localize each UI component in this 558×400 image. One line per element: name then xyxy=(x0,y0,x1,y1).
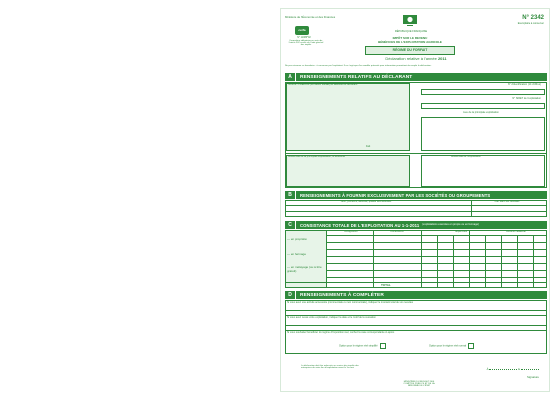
option-simplifie[interactable] xyxy=(339,343,386,349)
form-title-line2: BÉNÉFICES DE L'EXPLOITATION AGRICOLE xyxy=(378,40,442,44)
section-b-letter: B xyxy=(285,191,296,199)
section-c-letter: C xyxy=(285,221,296,229)
form-number: N° 2342 xyxy=(522,15,544,21)
section-d-body xyxy=(285,300,547,354)
siret-field[interactable] xyxy=(421,103,545,109)
cerfa-logo: cerfa xyxy=(295,26,309,35)
regime-box: RÉGIME DU FORFAIT xyxy=(365,46,455,55)
section-b-col1: Nom, prénoms, adresse, qualité des associés xyxy=(340,200,392,203)
declaration-year: 2011 xyxy=(437,56,447,61)
row-fermage: — en fermage xyxy=(287,252,307,256)
cerfa-notes: Formulaire obligatoire en vertu de l'article 302 sexies du Code général des impôts xyxy=(288,40,324,46)
section-a-title: RENSEIGNEMENTS RELATIFS AU DÉCLARANT xyxy=(300,74,413,80)
total-label: TOTAL xyxy=(381,283,391,287)
col-revenu: Revenu cadastral xyxy=(506,230,526,233)
col-designation: Désignation xyxy=(344,230,358,233)
adresse-label: ADRESSE de la principale exploitation, si différente xyxy=(288,155,346,158)
option-normal[interactable] xyxy=(429,343,474,349)
section-c-note: (exploitations exercées en propre ou en fermage) xyxy=(422,222,479,226)
option-normal-label: Option pour le régime réel normal xyxy=(429,344,467,348)
date-field[interactable] xyxy=(521,369,539,370)
row-metayage: — en métayage (ou à titre gratuit) xyxy=(287,265,322,273)
ministry-footer: MINISTÈRE DU BUDGET DES COMPTES PUBLICS ET DE LA RÉFORME DE L'ÉTAT xyxy=(403,381,435,387)
instructions-text: Ne pas retourner ce formulaire : à conserver par l'exploitant. Il ne s'agit que d'un modèle présenté pour information permettant de remplir la déclaration. xyxy=(285,65,432,67)
fait-label: Fait xyxy=(366,145,371,148)
section-c-title: CONSISTANCE TOTALE DE L'EXPLOITATION AU 1-1-2011 xyxy=(300,222,420,228)
a-label: À xyxy=(486,367,489,371)
col-contenance: Contenance xyxy=(390,230,404,233)
question-3: Si vous souhaitez bénéficier du régime d'imposition réel, cochez la case correspondante ci-après xyxy=(287,331,395,334)
section-b-title: RENSEIGNEMENTS À FOURNIR EXCLUSIVEMENT PAR LES SOCIÉTÉS OU GROUPEMENTS xyxy=(300,192,491,198)
question-1: Si vous avez une activité accessoire (commerciale ou non commerciale), indiquez le montant total de vos recettes xyxy=(287,301,414,304)
rf-label: RÉPUBLIQUE FRANÇAISE xyxy=(394,30,428,33)
declaration-year-line xyxy=(371,56,461,61)
form-sub: Exemplaire à conserver xyxy=(517,22,544,25)
section-a-letter: A xyxy=(285,73,296,81)
identification-field[interactable] xyxy=(421,89,545,95)
section-d-letter: D xyxy=(285,291,296,299)
question-2: Si vous avez cessé votre exploitation, indiquez la date et le motif de la cessation xyxy=(287,316,376,319)
le-label: le xyxy=(518,367,521,371)
tax-form-page xyxy=(280,8,550,392)
signature-label: Signature xyxy=(527,375,539,379)
footer-note: La déclaration doit être adressée au service des impôts des entreprises de votre lieu d'exploitation avant le 1er mai xyxy=(301,365,359,369)
row-propriete: — en propriété xyxy=(287,237,307,241)
adresse2-field[interactable] xyxy=(421,155,545,187)
declaration-text: Déclaration relative à l'année xyxy=(385,56,437,61)
siret-label: N° SIRET de l'exploitation xyxy=(512,97,541,100)
republique-francaise-logo xyxy=(395,15,425,31)
form-title-line1: IMPÔT SUR LE REVENU xyxy=(392,36,428,40)
adresse-field[interactable] xyxy=(286,155,410,187)
option-simplifie-label: Option pour le régime réel simplifié xyxy=(339,344,378,348)
signature-area xyxy=(469,367,539,379)
option-simplifie-checkbox[interactable] xyxy=(380,343,386,349)
section-d-header xyxy=(285,291,547,299)
option-normal-checkbox[interactable] xyxy=(468,343,474,349)
declarant-name-label: NOM ET PRÉNOM (ou raison sociale) et adresse du déclarant xyxy=(288,83,358,86)
a-field[interactable] xyxy=(486,367,517,371)
lieu-label: Lieu de la principale exploitation xyxy=(463,111,499,114)
section-a-header xyxy=(285,73,547,81)
section-d-title: RENSEIGNEMENTS À COMPLÉTER xyxy=(300,292,384,298)
lieu-field[interactable] xyxy=(421,117,545,151)
cerfa-number: N° 11086*02 xyxy=(297,36,311,39)
col-superficies: Superficies xyxy=(454,230,468,233)
section-c-header xyxy=(285,221,547,229)
section-b-col2: Part dans les résultats xyxy=(494,200,520,203)
section-b-header xyxy=(285,191,547,199)
declarant-name-field[interactable] xyxy=(286,83,410,151)
adresse2-label: ADRESSE de l'exploitation xyxy=(451,155,481,158)
identification-label: N° d'identification (14 chiffres) xyxy=(507,83,541,86)
ministry-label: Ministère de l'Économie et des Finances xyxy=(285,15,336,19)
